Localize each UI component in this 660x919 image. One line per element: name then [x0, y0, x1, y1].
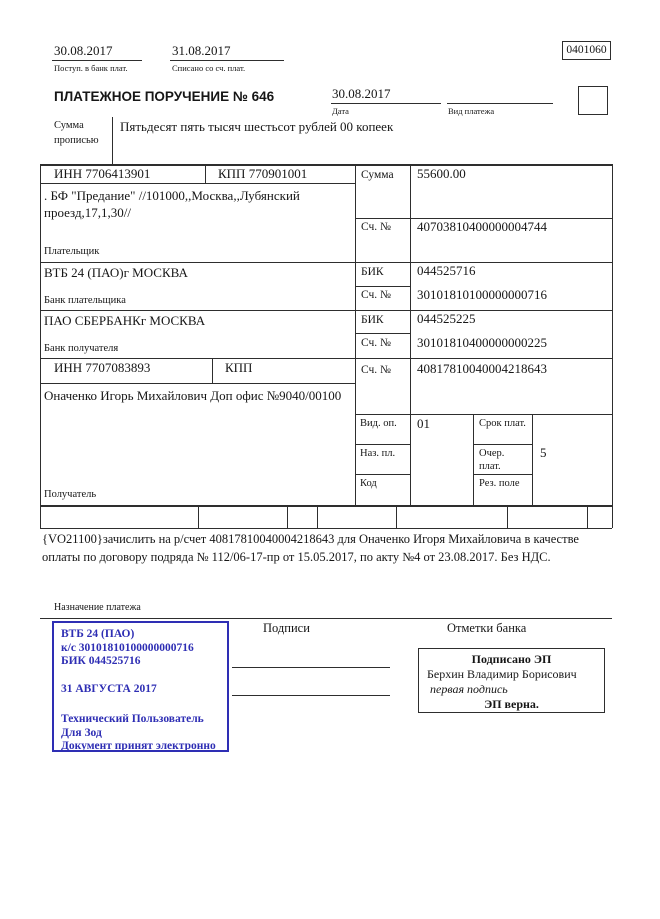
purpose-label: Назначение платежа: [54, 602, 141, 613]
payee-bank-account: 30101810400000000225: [417, 335, 547, 350]
payee-bank-label: Банк получателя: [44, 343, 119, 354]
payer-bank-account: 30101810100000000716: [417, 287, 547, 302]
line: [52, 60, 142, 61]
line: [40, 310, 612, 311]
line: [507, 505, 508, 528]
line: [612, 505, 613, 528]
document-date: 30.08.2017: [332, 86, 391, 101]
line: [473, 414, 474, 505]
line: [355, 164, 356, 505]
line: [40, 358, 612, 359]
stamp-bik: БИК 044525716: [61, 655, 141, 667]
document-title: ПЛАТЕЖНОЕ ПОРУЧЕНИЕ № 646: [54, 89, 275, 104]
bank-acceptance-stamp: [52, 621, 229, 752]
bik-label: БИК: [361, 266, 384, 278]
line: [355, 333, 410, 334]
line: [40, 528, 612, 529]
payee-bank-name: ПАО СБЕРБАНКг МОСКВА: [44, 313, 206, 328]
stamp-user: Технический Пользователь Для Зод: [61, 713, 204, 739]
payer-inn: ИНН 7706413901: [54, 166, 151, 181]
received-date: 30.08.2017: [54, 43, 113, 58]
line: [40, 505, 612, 507]
account-label: Сч. №: [361, 221, 392, 233]
payer-name: . БФ "Предание" //101000,,Москва,,Лубянский проезд,17,1,30//: [44, 188, 300, 220]
line: [317, 505, 318, 528]
pay-order-value: 5: [540, 445, 547, 460]
line: [355, 444, 410, 445]
bik-label: БИК: [361, 314, 384, 326]
signatures-label: Подписи: [263, 621, 310, 635]
form-code-box: [562, 41, 611, 60]
payee-kpp: КПП: [225, 360, 253, 375]
payment-kind-box: [578, 86, 608, 115]
line: [587, 505, 588, 528]
account-label: Сч. №: [361, 289, 392, 301]
line: [532, 414, 533, 505]
line: [40, 164, 41, 505]
op-kind-value: 01: [417, 416, 430, 431]
line: [331, 103, 441, 104]
line: [355, 414, 612, 415]
line: [205, 164, 206, 183]
sum-label: Сумма: [361, 169, 394, 181]
form-code: 0401060: [566, 44, 607, 56]
payee-label: Получатель: [44, 489, 97, 500]
ep-note: первая подпись: [430, 682, 508, 696]
payee-account: 40817810040004218643: [417, 361, 547, 376]
electronic-signature-stamp: [418, 648, 605, 713]
line: [612, 164, 613, 505]
amount-in-words: Пятьдесят пять тысяч шестьсот рублей 00 копеек: [120, 119, 394, 134]
line: [473, 474, 532, 475]
payee-name: Оначенко Игорь Михайлович Доп офис №9040/00100: [44, 388, 342, 403]
line: [170, 60, 284, 61]
line: [40, 183, 355, 184]
bank-marks-label: Отметки банка: [447, 621, 527, 635]
date-caption: Дата: [332, 106, 349, 116]
pay-term-label: Срок плат.: [479, 418, 526, 429]
line: [212, 358, 213, 383]
ep-signer-name: Берхин Владимир Борисович: [427, 667, 577, 681]
code-label: Код: [360, 478, 377, 489]
line: [40, 262, 612, 263]
line: [447, 103, 553, 104]
payment-kind-caption: Вид платежа: [448, 106, 495, 116]
account-label: Сч. №: [361, 337, 392, 349]
received-caption: Поступ. в банк плат.: [54, 63, 128, 73]
line: [40, 618, 612, 619]
line: [410, 164, 411, 505]
line: [473, 444, 532, 445]
payer-kpp: КПП 770901001: [218, 166, 308, 181]
ep-title: Подписано ЭП: [471, 652, 552, 666]
payer-label: Плательщик: [44, 246, 100, 257]
amount-words-label-2: прописью: [54, 135, 99, 146]
line: [355, 286, 410, 287]
stamp-status: Документ принят электронно: [61, 740, 216, 752]
account-label: Сч. №: [361, 364, 392, 376]
payee-inn: ИНН 7707083893: [54, 360, 151, 375]
payee-bank-bik: 044525225: [417, 311, 476, 326]
line: [396, 505, 397, 528]
payer-bank-name: ВТБ 24 (ПАО)г МОСКВА: [44, 265, 188, 280]
pay-purpose-label: Наз. пл.: [360, 448, 396, 459]
debited-date: 31.08.2017: [172, 43, 231, 58]
line: [355, 474, 410, 475]
sum-value: 55600.00: [417, 166, 466, 181]
op-kind-label: Вид. оп.: [360, 418, 397, 429]
line: [112, 117, 113, 165]
payer-account: 40703810400000004744: [417, 219, 547, 234]
debited-caption: Списано со сч. плат.: [172, 63, 246, 73]
line: [40, 383, 355, 384]
line: [198, 505, 199, 528]
ep-verdict: ЭП верна.: [484, 697, 539, 711]
line: [40, 505, 41, 528]
reserve-label: Рез. поле: [479, 478, 520, 489]
signature-line: [232, 695, 390, 696]
stamp-bank-name: ВТБ 24 (ПАО): [61, 628, 135, 640]
stamp-corr-account: к/с 30101810100000000716: [61, 641, 194, 654]
amount-words-label-1: Сумма: [54, 120, 84, 131]
signature-line: [232, 667, 390, 668]
line: [287, 505, 288, 528]
payer-bank-bik: 044525716: [417, 263, 476, 278]
stamp-date: 31 АВГУСТА 2017: [61, 682, 157, 695]
payer-bank-label: Банк плательщика: [44, 295, 126, 306]
purpose-text: {VO21100}зачислить на р/счет 40817810040004218643 для Оначенко Игоря Михайловича в качестве оплаты по договору подряда № 112/06-17-пр от 15.05.2017, по акту №4 от 23.08.2017. Без НДС.: [42, 532, 579, 564]
pay-order-label: Очер. плат.: [479, 448, 505, 472]
